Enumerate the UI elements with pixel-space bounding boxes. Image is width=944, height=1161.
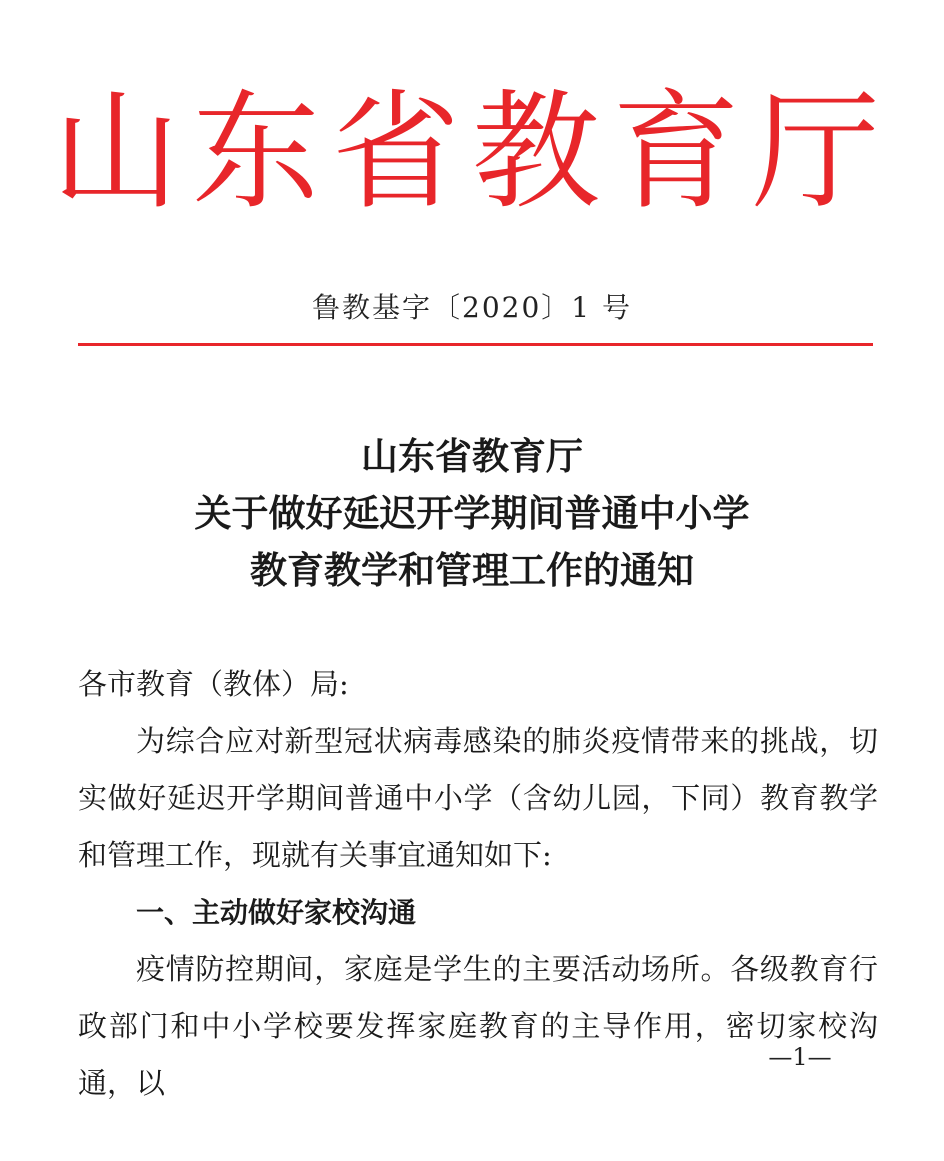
section-1-paragraph: 疫情防控期间，家庭是学生的主要活动场所。各级教育行政部门和中小学校要发挥家庭教育的主导作用，密切家校沟通，以 — [78, 952, 878, 1100]
section-heading-1: 一、主动做好家校沟通 — [136, 896, 417, 929]
letterhead-title: 山东省教育厅 — [51, 78, 892, 227]
red-divider-line — [78, 343, 873, 346]
notice-title — [0, 428, 944, 599]
notice-title-line-3: 教育教学和管理工作的通知 — [250, 549, 694, 592]
document-number: 鲁教基字〔2020〕1 号 — [312, 291, 632, 324]
page-number: —1— — [768, 1043, 832, 1071]
notice-title-line-2: 关于做好延迟开学期间普通中小学 — [194, 492, 750, 535]
salutation: 各市教育（教体）局: — [78, 667, 349, 701]
intro-paragraph: 为综合应对新型冠状病毒感染的肺炎疫情带来的挑战，切实做好延迟开学期间普通中小学（含幼儿园，下同）教育教学和管理工作，现就有关事宜通知如下: — [78, 724, 878, 872]
notice-title-line-1: 山东省教育厅 — [361, 435, 583, 478]
